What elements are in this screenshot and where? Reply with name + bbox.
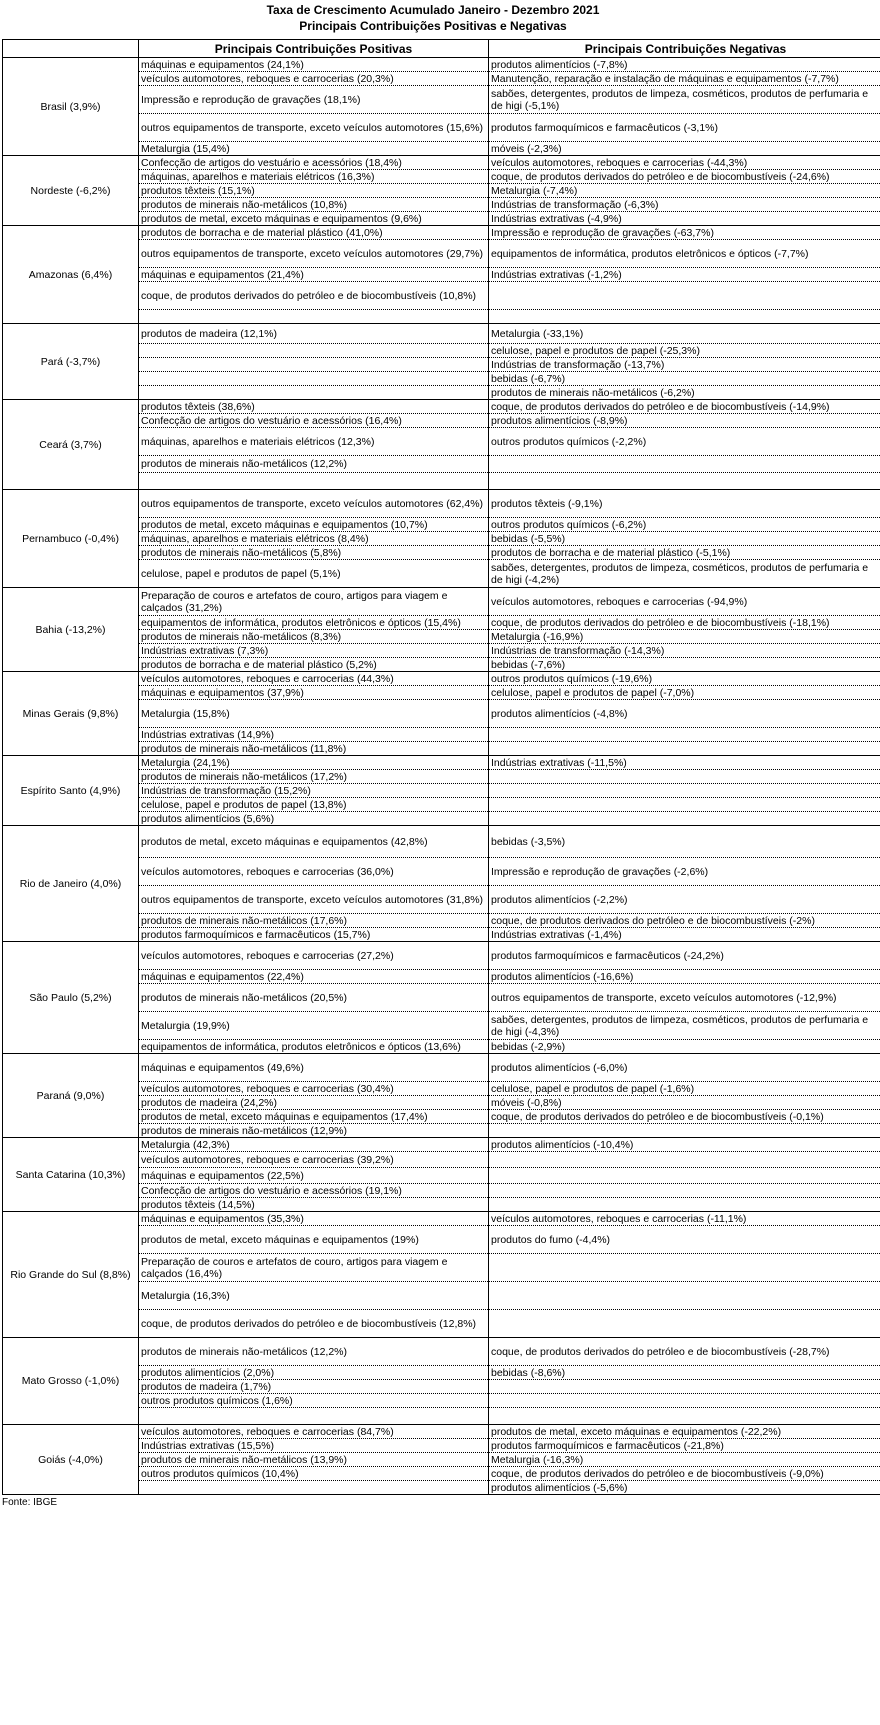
positive-contribution-cell: produtos de borracha e de material plástico (5,2%) (139, 658, 489, 672)
negative-contribution-cell (489, 728, 880, 742)
negative-contribution-cell: coque, de produtos derivados do petróleo e de biocombustíveis (-14,9%) (489, 400, 880, 414)
negative-contribution-cell: produtos de minerais não-metálicos (-6,2%) (489, 386, 880, 400)
negative-contribution-cell (489, 473, 880, 490)
positive-contribution-cell: máquinas e equipamentos (22,4%) (139, 970, 489, 984)
table-row (3, 1425, 880, 1439)
region-cell: Rio de Janeiro (4,0%) (3, 826, 139, 942)
positive-contribution-cell: celulose, papel e produtos de papel (5,1%) (139, 560, 489, 588)
negative-contribution-cell: móveis (-0,8%) (489, 1096, 880, 1110)
table-row (3, 226, 880, 240)
positive-contribution-cell: veículos automotores, reboques e carrocerias (44,3%) (139, 672, 489, 686)
positive-contribution-cell: coque, de produtos derivados do petróleo e de biocombustíveis (12,8%) (139, 1310, 489, 1338)
negative-contribution-cell: Impressão e reprodução de gravações (-63,7%) (489, 226, 880, 240)
negative-contribution-cell: outros equipamentos de transporte, exceto veículos automotores (-12,9%) (489, 984, 880, 1012)
positive-contribution-cell: celulose, papel e produtos de papel (13,8%) (139, 798, 489, 812)
positive-contribution-cell: produtos de borracha e de material plástico (41,0%) (139, 226, 489, 240)
positive-contribution-cell: máquinas, aparelhos e materiais elétricos (8,4%) (139, 532, 489, 546)
positive-contribution-cell: produtos de metal, exceto máquinas e equipamentos (10,7%) (139, 518, 489, 532)
negative-contribution-cell (489, 1184, 880, 1198)
positive-contribution-cell: outros equipamentos de transporte, exceto veículos automotores (29,7%) (139, 240, 489, 268)
negative-contribution-cell (489, 456, 880, 473)
negative-contribution-cell: equipamentos de informática, produtos eletrônicos e ópticos (-7,7%) (489, 240, 880, 268)
negative-contribution-cell: coque, de produtos derivados do petróleo e de biocombustíveis (-18,1%) (489, 616, 880, 630)
negative-contribution-cell: Manutenção, reparação e instalação de máquinas e equipamentos (-7,7%) (489, 72, 880, 86)
negative-contribution-cell: Indústrias de transformação (-14,3%) (489, 644, 880, 658)
region-cell: Rio Grande do Sul (8,8%) (3, 1212, 139, 1338)
region-cell: Brasil (3,9%) (3, 58, 139, 156)
negative-contribution-cell: bebidas (-5,5%) (489, 532, 880, 546)
negative-contribution-cell: Metalurgia (-16,3%) (489, 1453, 880, 1467)
negative-contribution-cell: bebidas (-6,7%) (489, 372, 880, 386)
positive-contribution-cell: Indústrias extrativas (15,5%) (139, 1439, 489, 1453)
positive-contribution-cell: produtos alimentícios (5,6%) (139, 812, 489, 826)
negative-contribution-cell: produtos alimentícios (-10,4%) (489, 1138, 880, 1152)
negative-contribution-cell: veículos automotores, reboques e carrocerias (-44,3%) (489, 156, 880, 170)
positive-contribution-cell: produtos de minerais não-metálicos (12,2%) (139, 456, 489, 473)
table-row (3, 1054, 880, 1082)
positive-contribution-cell: Confecção de artigos do vestuário e acessórios (18,4%) (139, 156, 489, 170)
positive-contribution-cell: outros equipamentos de transporte, exceto veículos automotores (62,4%) (139, 490, 489, 518)
positive-contribution-cell: produtos de metal, exceto máquinas e equipamentos (42,8%) (139, 826, 489, 858)
negative-contribution-cell: produtos de metal, exceto máquinas e equipamentos (-22,2%) (489, 1425, 880, 1439)
positive-contribution-cell: outros equipamentos de transporte, exceto veículos automotores (31,8%) (139, 886, 489, 914)
table-row (3, 826, 880, 858)
negative-contribution-cell: coque, de produtos derivados do petróleo e de biocombustíveis (-2%) (489, 914, 880, 928)
negative-contribution-cell (489, 282, 880, 310)
negative-contribution-cell (489, 1254, 880, 1282)
positive-contribution-cell: equipamentos de informática, produtos eletrônicos e ópticos (13,6%) (139, 1040, 489, 1054)
positive-contribution-cell: produtos de minerais não-metálicos (5,8%) (139, 546, 489, 560)
positive-contribution-cell: outros produtos químicos (1,6%) (139, 1394, 489, 1408)
negative-contribution-cell (489, 798, 880, 812)
positive-contribution-cell: Impressão e reprodução de gravações (18,1%) (139, 86, 489, 114)
positive-contribution-cell: veículos automotores, reboques e carrocerias (30,4%) (139, 1082, 489, 1096)
positive-contribution-cell (139, 358, 489, 372)
negative-contribution-cell (489, 1408, 880, 1425)
region-cell: Pará (-3,7%) (3, 324, 139, 400)
negative-contribution-cell: produtos alimentícios (-8,9%) (489, 414, 880, 428)
negative-contribution-cell: Indústrias extrativas (-11,5%) (489, 756, 880, 770)
negative-contribution-cell: produtos alimentícios (-4,8%) (489, 700, 880, 728)
positive-contribution-cell: veículos automotores, reboques e carrocerias (36,0%) (139, 858, 489, 886)
positive-contribution-cell (139, 1408, 489, 1425)
negative-contribution-cell: móveis (-2,3%) (489, 142, 880, 156)
positive-contribution-cell: produtos de minerais não-metálicos (17,2%) (139, 770, 489, 784)
positive-contribution-cell: produtos de minerais não-metálicos (12,2%) (139, 1338, 489, 1366)
positive-contribution-cell: produtos de minerais não-metálicos (17,6%) (139, 914, 489, 928)
positive-contribution-cell: produtos de minerais não-metálicos (12,9%) (139, 1124, 489, 1138)
table-row (3, 1212, 880, 1226)
header-positive: Principais Contribuições Positivas (139, 40, 489, 58)
positive-contribution-cell: produtos alimentícios (2,0%) (139, 1366, 489, 1380)
positive-contribution-cell (139, 372, 489, 386)
negative-contribution-cell: Metalurgia (-33,1%) (489, 324, 880, 344)
positive-contribution-cell: produtos têxteis (38,6%) (139, 400, 489, 414)
report-subtitle: Principais Contribuições Positivas e Negativas (299, 19, 567, 33)
region-cell: Amazonas (6,4%) (3, 226, 139, 324)
positive-contribution-cell: Metalurgia (15,8%) (139, 700, 489, 728)
region-cell: Mato Grosso (-1,0%) (3, 1338, 139, 1425)
positive-contribution-cell: produtos de minerais não-metálicos (11,8%) (139, 742, 489, 756)
negative-contribution-cell: coque, de produtos derivados do petróleo e de biocombustíveis (-28,7%) (489, 1338, 880, 1366)
region-cell: Ceará (3,7%) (3, 400, 139, 490)
positive-contribution-cell: produtos de madeira (24,2%) (139, 1096, 489, 1110)
table-header-row (3, 40, 880, 58)
negative-contribution-cell: coque, de produtos derivados do petróleo e de biocombustíveis (-0,1%) (489, 1110, 880, 1124)
positive-contribution-cell: produtos de madeira (1,7%) (139, 1380, 489, 1394)
negative-contribution-cell (489, 1124, 880, 1138)
negative-contribution-cell (489, 1198, 880, 1212)
table-row (3, 1138, 880, 1152)
positive-contribution-cell: veículos automotores, reboques e carrocerias (84,7%) (139, 1425, 489, 1439)
negative-contribution-cell (489, 1394, 880, 1408)
negative-contribution-cell: outros produtos químicos (-19,6%) (489, 672, 880, 686)
negative-contribution-cell: Indústrias extrativas (-1,2%) (489, 268, 880, 282)
negative-contribution-cell: produtos alimentícios (-16,6%) (489, 970, 880, 984)
positive-contribution-cell: produtos têxteis (15,1%) (139, 184, 489, 198)
positive-contribution-cell: outros equipamentos de transporte, exceto veículos automotores (15,6%) (139, 114, 489, 142)
region-cell: Paraná (9,0%) (3, 1054, 139, 1138)
negative-contribution-cell (489, 1168, 880, 1184)
positive-contribution-cell: máquinas, aparelhos e materiais elétricos (16,3%) (139, 170, 489, 184)
positive-contribution-cell: máquinas e equipamentos (35,3%) (139, 1212, 489, 1226)
negative-contribution-cell: Metalurgia (-7,4%) (489, 184, 880, 198)
positive-contribution-cell: produtos de minerais não-metálicos (20,5%) (139, 984, 489, 1012)
negative-contribution-cell: Indústrias de transformação (-6,3%) (489, 198, 880, 212)
positive-contribution-cell: produtos de metal, exceto máquinas e equipamentos (19%) (139, 1226, 489, 1254)
negative-contribution-cell: sabões, detergentes, produtos de limpeza, cosméticos, produtos de perfumaria e de higi (-4,2%) (489, 560, 880, 588)
region-cell: Minas Gerais (9,8%) (3, 672, 139, 756)
positive-contribution-cell: máquinas, aparelhos e materiais elétricos (12,3%) (139, 428, 489, 456)
positive-contribution-cell: máquinas e equipamentos (22,5%) (139, 1168, 489, 1184)
table-row (3, 588, 880, 616)
negative-contribution-cell: bebidas (-8,6%) (489, 1366, 880, 1380)
negative-contribution-cell: produtos farmoquímicos e farmacêuticos (-3,1%) (489, 114, 880, 142)
region-cell: Pernambuco (-0,4%) (3, 490, 139, 588)
positive-contribution-cell: Preparação de couros e artefatos de couro, artigos para viagem e calçados (31,2%) (139, 588, 489, 616)
positive-contribution-cell (139, 310, 489, 324)
region-cell: Goiás (-4,0%) (3, 1425, 139, 1495)
table-body (3, 58, 880, 1495)
negative-contribution-cell: coque, de produtos derivados do petróleo e de biocombustíveis (-24,6%) (489, 170, 880, 184)
negative-contribution-cell: celulose, papel e produtos de papel (-7,0%) (489, 686, 880, 700)
header-negative: Principais Contribuições Negativas (489, 40, 880, 58)
table-row (3, 490, 880, 518)
negative-contribution-cell: produtos farmoquímicos e farmacêuticos (-21,8%) (489, 1439, 880, 1453)
negative-contribution-cell: coque, de produtos derivados do petróleo e de biocombustíveis (-9,0%) (489, 1467, 880, 1481)
positive-contribution-cell: produtos de metal, exceto máquinas e equipamentos (9,6%) (139, 212, 489, 226)
negative-contribution-cell: sabões, detergentes, produtos de limpeza, cosméticos, produtos de perfumaria e de higi (-4,3%) (489, 1012, 880, 1040)
negative-contribution-cell: produtos de borracha e de material plástico (-5,1%) (489, 546, 880, 560)
positive-contribution-cell (139, 473, 489, 490)
negative-contribution-cell: bebidas (-7,6%) (489, 658, 880, 672)
negative-contribution-cell (489, 784, 880, 798)
positive-contribution-cell: produtos de minerais não-metálicos (13,9%) (139, 1453, 489, 1467)
negative-contribution-cell: celulose, papel e produtos de papel (-1,6%) (489, 1082, 880, 1096)
positive-contribution-cell (139, 344, 489, 358)
negative-contribution-cell: Indústrias de transformação (-13,7%) (489, 358, 880, 372)
positive-contribution-cell: Metalurgia (15,4%) (139, 142, 489, 156)
negative-contribution-cell: bebidas (-2,9%) (489, 1040, 880, 1054)
negative-contribution-cell (489, 1310, 880, 1338)
negative-contribution-cell: bebidas (-3,5%) (489, 826, 880, 858)
positive-contribution-cell: Metalurgia (19,9%) (139, 1012, 489, 1040)
negative-contribution-cell (489, 812, 880, 826)
table-row (3, 942, 880, 970)
positive-contribution-cell: máquinas e equipamentos (21,4%) (139, 268, 489, 282)
negative-contribution-cell: Impressão e reprodução de gravações (-2,6%) (489, 858, 880, 886)
region-cell: Bahia (-13,2%) (3, 588, 139, 672)
negative-contribution-cell: produtos alimentícios (-2,2%) (489, 886, 880, 914)
positive-contribution-cell: produtos de minerais não-metálicos (8,3%) (139, 630, 489, 644)
positive-contribution-cell: Preparação de couros e artefatos de couro, artigos para viagem e calçados (16,4%) (139, 1254, 489, 1282)
table-row (3, 1338, 880, 1366)
table-row (3, 324, 880, 344)
negative-contribution-cell (489, 1152, 880, 1168)
negative-contribution-cell: veículos automotores, reboques e carrocerias (-94,9%) (489, 588, 880, 616)
positive-contribution-cell (139, 1481, 489, 1495)
positive-contribution-cell: Indústrias de transformação (15,2%) (139, 784, 489, 798)
positive-contribution-cell: Confecção de artigos do vestuário e acessórios (19,1%) (139, 1184, 489, 1198)
negative-contribution-cell: celulose, papel e produtos de papel (-25,3%) (489, 344, 880, 358)
positive-contribution-cell: coque, de produtos derivados do petróleo e de biocombustíveis (10,8%) (139, 282, 489, 310)
region-cell: São Paulo (5,2%) (3, 942, 139, 1054)
region-cell: Nordeste (-6,2%) (3, 156, 139, 226)
positive-contribution-cell: Indústrias extrativas (14,9%) (139, 728, 489, 742)
region-cell: Espírito Santo (4,9%) (3, 756, 139, 826)
negative-contribution-cell: Metalurgia (-16,9%) (489, 630, 880, 644)
negative-contribution-cell: outros produtos químicos (-2,2%) (489, 428, 880, 456)
positive-contribution-cell: veículos automotores, reboques e carrocerias (39,2%) (139, 1152, 489, 1168)
negative-contribution-cell: veículos automotores, reboques e carrocerias (-11,1%) (489, 1212, 880, 1226)
table-row (3, 672, 880, 686)
negative-contribution-cell: produtos têxteis (-9,1%) (489, 490, 880, 518)
negative-contribution-cell: Indústrias extrativas (-4,9%) (489, 212, 880, 226)
positive-contribution-cell: Confecção de artigos do vestuário e acessórios (16,4%) (139, 414, 489, 428)
source-note: Fonte: IBGE (2, 1497, 58, 1508)
positive-contribution-cell: Metalurgia (24,1%) (139, 756, 489, 770)
positive-contribution-cell: veículos automotores, reboques e carrocerias (20,3%) (139, 72, 489, 86)
table-row (3, 756, 880, 770)
positive-contribution-cell: máquinas e equipamentos (24,1%) (139, 58, 489, 72)
negative-contribution-cell: sabões, detergentes, produtos de limpeza, cosméticos, produtos de perfumaria e de higi (-5,1%) (489, 86, 880, 114)
negative-contribution-cell: outros produtos químicos (-6,2%) (489, 518, 880, 532)
table-row (3, 400, 880, 414)
negative-contribution-cell: Indústrias extrativas (-1,4%) (489, 928, 880, 942)
negative-contribution-cell (489, 310, 880, 324)
positive-contribution-cell: produtos de madeira (12,1%) (139, 324, 489, 344)
contributions-table (2, 39, 880, 1495)
negative-contribution-cell: produtos farmoquímicos e farmacêuticos (-24,2%) (489, 942, 880, 970)
table-row (3, 156, 880, 170)
negative-contribution-cell (489, 742, 880, 756)
positive-contribution-cell: equipamentos de informática, produtos eletrônicos e ópticos (15,4%) (139, 616, 489, 630)
table-row (3, 58, 880, 72)
header-region (3, 40, 139, 58)
region-cell: Santa Catarina (10,3%) (3, 1138, 139, 1212)
negative-contribution-cell: produtos alimentícios (-5,6%) (489, 1481, 880, 1495)
positive-contribution-cell (139, 386, 489, 400)
negative-contribution-cell: produtos alimentícios (-7,8%) (489, 58, 880, 72)
negative-contribution-cell (489, 1282, 880, 1310)
negative-contribution-cell: produtos alimentícios (-6,0%) (489, 1054, 880, 1082)
positive-contribution-cell: veículos automotores, reboques e carrocerias (27,2%) (139, 942, 489, 970)
negative-contribution-cell: produtos do fumo (-4,4%) (489, 1226, 880, 1254)
positive-contribution-cell: Metalurgia (42,3%) (139, 1138, 489, 1152)
positive-contribution-cell: Metalurgia (16,3%) (139, 1282, 489, 1310)
positive-contribution-cell: produtos de metal, exceto máquinas e equipamentos (17,4%) (139, 1110, 489, 1124)
positive-contribution-cell: máquinas e equipamentos (37,9%) (139, 686, 489, 700)
negative-contribution-cell (489, 770, 880, 784)
negative-contribution-cell (489, 1380, 880, 1394)
positive-contribution-cell: produtos farmoquímicos e farmacêuticos (15,7%) (139, 928, 489, 942)
report-title: Taxa de Crescimento Acumulado Janeiro - Dezembro 2021 (266, 3, 600, 17)
positive-contribution-cell: produtos de minerais não-metálicos (10,8%) (139, 198, 489, 212)
positive-contribution-cell: máquinas e equipamentos (49,6%) (139, 1054, 489, 1082)
positive-contribution-cell: produtos têxteis (14,5%) (139, 1198, 489, 1212)
positive-contribution-cell: Indústrias extrativas (7,3%) (139, 644, 489, 658)
positive-contribution-cell: outros produtos químicos (10,4%) (139, 1467, 489, 1481)
